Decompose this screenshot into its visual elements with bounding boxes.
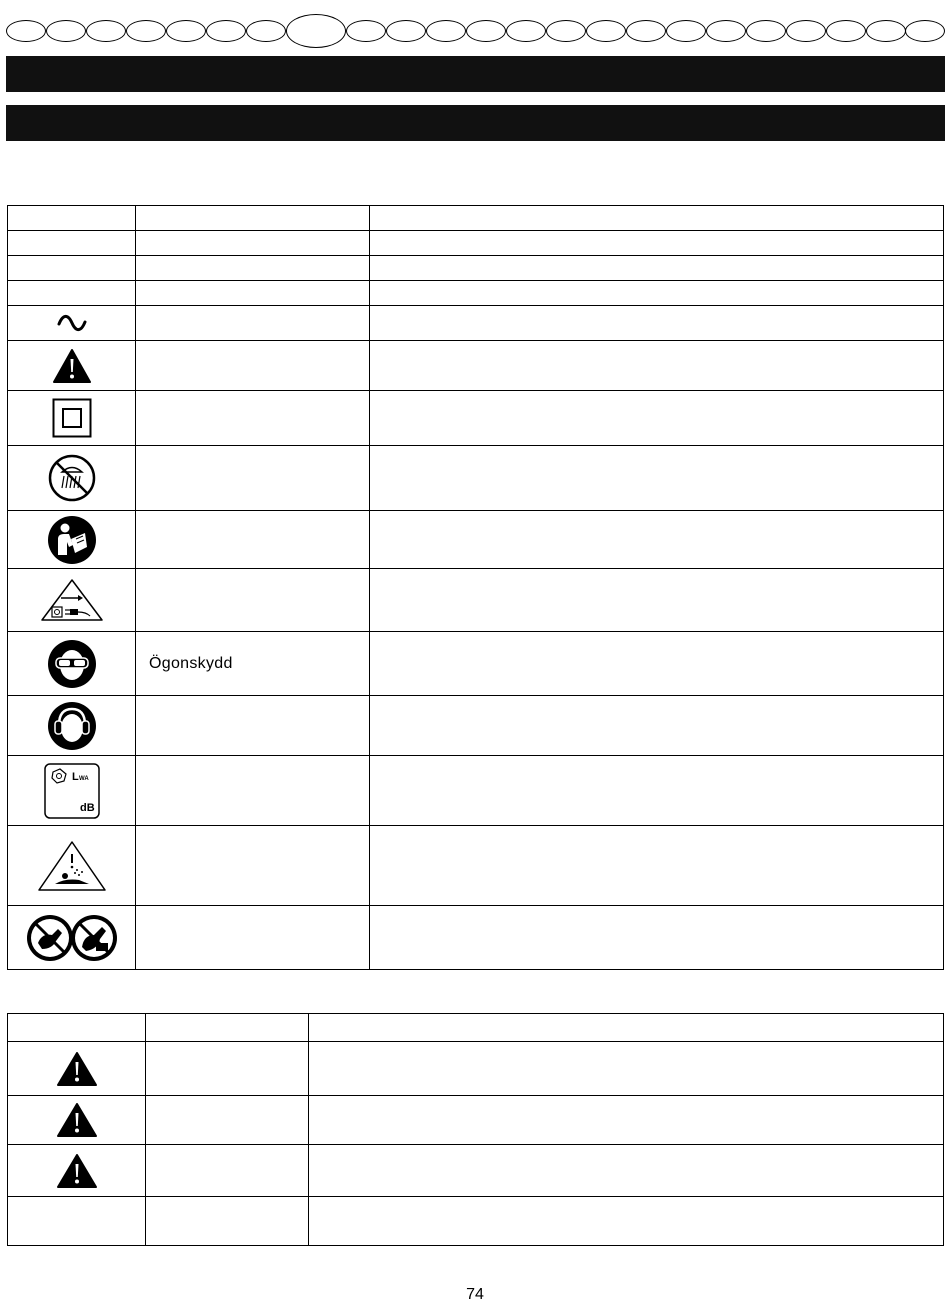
table-row <box>8 906 944 970</box>
keep-hands-away-icon <box>26 913 118 963</box>
language-tab[interactable] <box>866 20 906 42</box>
table-row <box>8 1096 944 1145</box>
no-rain-icon <box>48 454 96 502</box>
page-number: 74 <box>466 1286 484 1303</box>
language-tab[interactable] <box>246 20 286 42</box>
table-row <box>8 1197 944 1246</box>
table-row <box>8 446 944 511</box>
table-row <box>8 569 944 632</box>
table-row <box>8 206 944 231</box>
language-tab[interactable] <box>346 20 386 42</box>
flying-debris-warning-icon <box>37 840 107 892</box>
unplug-before-maintenance-icon <box>40 578 104 622</box>
language-tab[interactable] <box>905 20 945 42</box>
language-tab[interactable] <box>206 20 246 42</box>
table-row <box>8 306 944 341</box>
svg-text:L: L <box>71 770 79 783</box>
language-tab[interactable] <box>826 20 866 42</box>
warning-triangle-icon <box>56 1153 98 1189</box>
eye-protection-label: Ögonskydd <box>136 632 370 696</box>
language-tab[interactable] <box>166 20 206 42</box>
language-tab[interactable] <box>506 20 546 42</box>
language-tab[interactable] <box>666 20 706 42</box>
table-row <box>8 256 944 281</box>
table-row <box>8 826 944 906</box>
warning-triangle-icon <box>56 1102 98 1138</box>
read-manual-icon <box>47 515 97 565</box>
table-row <box>8 281 944 306</box>
language-tab[interactable] <box>706 20 746 42</box>
language-tab[interactable] <box>786 20 826 42</box>
table-row <box>8 696 944 756</box>
table-row <box>8 391 944 446</box>
language-tab[interactable] <box>546 20 586 42</box>
language-tab-active[interactable] <box>286 14 346 48</box>
svg-text:dB: dB <box>79 801 95 814</box>
symbols-table <box>7 205 944 970</box>
table-row <box>8 231 944 256</box>
table-row <box>8 511 944 569</box>
eye-protection-icon <box>47 639 97 689</box>
svg-text:WA: WA <box>78 775 89 782</box>
warning-triangle-icon <box>52 348 92 384</box>
alternating-current-icon <box>56 313 88 333</box>
ear-protection-icon <box>47 701 97 751</box>
language-tab[interactable] <box>386 20 426 42</box>
language-tab[interactable] <box>426 20 466 42</box>
table-row <box>8 1042 944 1096</box>
warning-levels-table <box>7 1013 944 1246</box>
language-tab[interactable] <box>6 20 46 42</box>
sound-power-level-icon <box>42 761 102 821</box>
table-row <box>8 341 944 391</box>
language-tab[interactable] <box>466 20 506 42</box>
language-tab[interactable] <box>626 20 666 42</box>
language-tab[interactable] <box>126 20 166 42</box>
table-row <box>8 1014 944 1042</box>
language-tab[interactable] <box>586 20 626 42</box>
table-row <box>8 632 944 696</box>
language-tab[interactable] <box>746 20 786 42</box>
language-tab[interactable] <box>46 20 86 42</box>
section-header-bar <box>6 56 945 92</box>
subsection-header-bar <box>6 105 945 141</box>
language-tab[interactable] <box>86 20 126 42</box>
double-insulation-icon <box>52 398 92 438</box>
table-row <box>8 756 944 826</box>
language-tabs <box>6 14 945 48</box>
table-row <box>8 1145 944 1197</box>
warning-triangle-icon <box>56 1051 98 1087</box>
